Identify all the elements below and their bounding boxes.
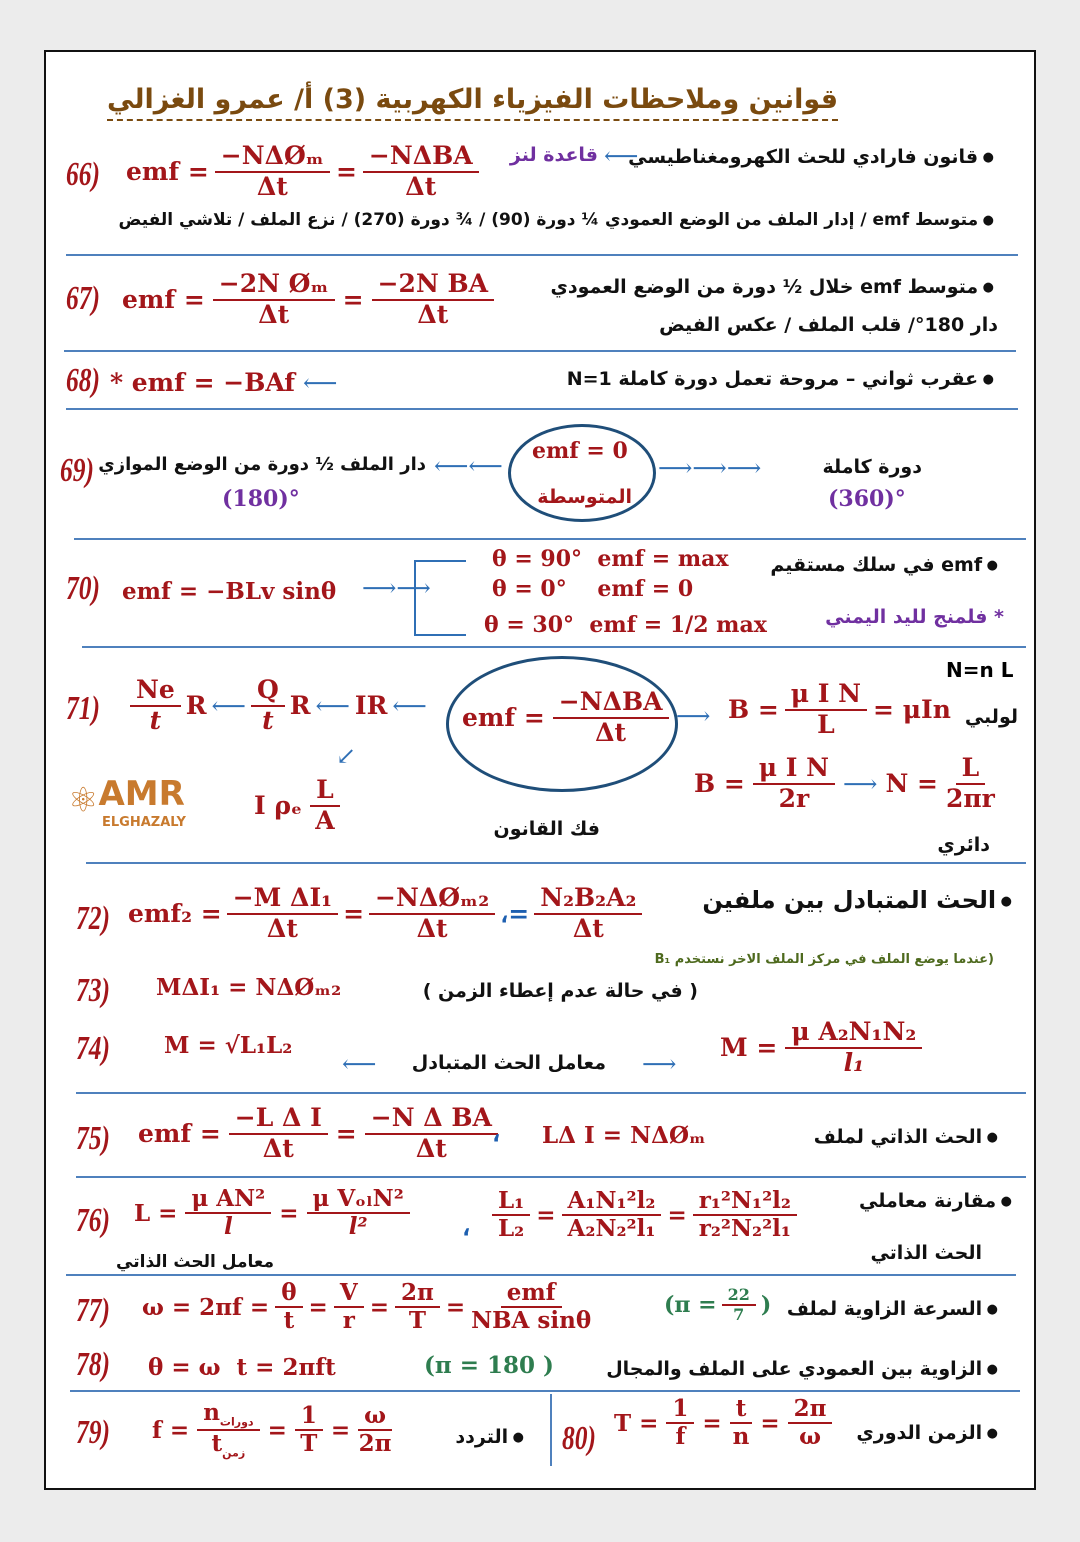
arrow-down-left-icon: ↙ (336, 742, 357, 770)
formula-75: emf = $\frac{\text{−L Δ I}}{\Delta t}$ = $\frac{\text{−N Δ BA}}{\Delta t}$ (138, 1104, 498, 1164)
divider (66, 254, 1018, 256)
arrow-left-icon: ⟵ (303, 368, 338, 397)
fraction: $\frac{\text{−2N BA}}{\Delta t}$ (372, 270, 494, 330)
formula-70: emf = −BLv sinθ (122, 578, 337, 605)
mutual-induction-heading: ● الحث المتبادل بين ملفين (702, 886, 1012, 914)
straight-wire-text: ● emf في سلك مستقيم (770, 554, 998, 576)
divider (64, 350, 1016, 352)
formula-77: ω = 2πf = $\frac{\theta}{t}$ = $\frac{V}{r}$ = $\frac{2\pi}{T}$ = emf NBA sinθ (142, 1279, 592, 1335)
formula-66 (126, 142, 479, 202)
self-coefficient-label: معامل الحث الذاتي (116, 1252, 274, 1272)
formula-68: * emf = −BAf ⟵ (110, 368, 338, 397)
divider (74, 538, 1026, 540)
law-number-74: 74) (76, 1030, 110, 1067)
compare-text-1: ● مقارنة معاملي (859, 1190, 1012, 1212)
law-decomposition-caption: فك القانون (493, 818, 600, 840)
solenoid-formula: B = $\frac{\text{μ I N}}{L}$ = μIn (728, 679, 951, 739)
fraction: −NΔØₘ Δt (215, 142, 330, 202)
formula-80: T = $\frac{1}{f}$ = $\frac{t}{n}$ = $\frac{2\pi}{\omega}$ (614, 1396, 832, 1451)
inductance-ratio: $\frac{\text{L₁}}{\text{L₂}}$ = $\frac{\text{A₁N₁²l₂}}{\text{A₂N₂²l₁}}$ = $\frac{\text{r₁²N₁²l₂}}{\text{r₂²N₂²l₁}}$ (492, 1188, 797, 1243)
law-number-69: 69) (60, 452, 94, 489)
half-turn-parallel-text: دار الملف ½ دورة من الوضع الموازي (98, 454, 426, 475)
comma: ، (492, 1118, 501, 1148)
law-number-72: 72) (76, 900, 110, 937)
self-induction-text: ● الحث الذاتي لملف (814, 1126, 998, 1148)
law-number-80: 80) (562, 1420, 596, 1457)
branch-0: θ = 0° emf = 0 (492, 576, 694, 602)
divider (82, 646, 1026, 648)
circular-coil-formula: B = $\frac{\text{μ I N}}{2r}$ ⟶ N = $\frac{L}{2\pi r}$ (694, 753, 995, 813)
law-number-73: 73) (76, 972, 110, 1009)
law-number-70: 70) (66, 570, 100, 607)
circular-label: دائري (937, 834, 990, 856)
formula-74: M = √L₁L₂ (164, 1032, 293, 1059)
law-number-71: 71) (66, 690, 100, 727)
arrow-right-icon: ⟶⟶⟶ (658, 454, 762, 482)
arrow-left-icon: ⟵ (342, 1050, 377, 1078)
document-page (44, 50, 1036, 1490)
resistivity-expression: I ρₑ L A (254, 776, 340, 836)
comma: ، (462, 1212, 471, 1242)
branch-90: θ = 90° emf = max (492, 546, 729, 572)
divider (70, 1390, 1020, 1392)
arrow-right-icon: ⟶ (676, 702, 711, 730)
formula-76: L = $\frac{\text{μ AN²}}{l}$ = μ VₒₗN² l² (134, 1186, 410, 1241)
lenz-rule-label: قاعدة لنز (509, 144, 598, 166)
divider (66, 408, 1018, 410)
law-number-77: 77) (76, 1292, 110, 1329)
fraction: $\frac{\text{−2N Øₘ}}{\Delta t}$ (213, 270, 335, 330)
formula-67: emf = $\frac{\text{−2N Øₘ}}{\Delta t}$ = $\frac{\text{−2N BA}}{\Delta t}$ (122, 270, 494, 330)
angular-speed-text: ● السرعة الزاوية لملف (787, 1298, 998, 1320)
branch-30: θ = 30° emf = 1/2 max (484, 612, 767, 638)
average-emf-note: ● متوسط emf / إدار الملف من الوضع العمودي ¼ دورة (90) / ¾ دورة (270) / نزع الملف / تلاشي الفيض (119, 210, 994, 230)
law-number-76: 76) (76, 1202, 110, 1239)
arrow-left-icon: ⟵ (604, 142, 639, 170)
law-number-68: 68) (66, 362, 100, 399)
full-turn-text: دورة كاملة (822, 456, 922, 478)
formula-79: f = $n_{دورات}$ $t_{زمن}$ = $\frac{1}{T}$ = $\frac{\omega}{2\pi}$ (152, 1399, 392, 1460)
formula-73: MΔI₁ = NΔØₘ₂ (156, 974, 342, 1001)
pi-value: (π = $\frac{22}{7}$ ) (664, 1285, 772, 1325)
center-coil-note: (عندما يوضع الملف في مركز الملف الاخر نستخدم B₁ (654, 952, 994, 967)
divider (76, 1176, 1026, 1178)
fraction: −NΔBA Δt (363, 142, 479, 202)
atom-icon: ⚛ (68, 780, 99, 821)
emf-law-formula: emf = −NΔBA Δt (462, 688, 669, 748)
period-label: ● الزمن الدوري (856, 1422, 998, 1444)
law-number-66: 66) (66, 156, 100, 193)
n-equals-nl: N=n L (946, 658, 1014, 682)
self-induction-relation: LΔ I = NΔØₘ (542, 1122, 706, 1149)
solenoid-label: لولبي (964, 706, 1018, 728)
formula-lhs: emf = (126, 157, 209, 187)
frequency-label: ● التردد (455, 1426, 524, 1448)
compare-text-2: الحث الذاتي (870, 1242, 982, 1264)
faraday-law-text: ● قانون فارادي للحث الكهرومغناطيسي (628, 146, 994, 168)
divider (86, 862, 1026, 864)
equals: = (335, 157, 357, 187)
degree-180: (180)° (222, 486, 300, 512)
divider (66, 1274, 1016, 1276)
emf-zero: emf = 0 (532, 438, 628, 464)
arrow-right-icon: ⟶⟶ (362, 574, 431, 602)
formula-72: emf₂ = $\frac{\text{−M ΔI₁}}{\Delta t}$ = −NΔØₘ₂ Δt ،= $\frac{\text{N₂B₂A₂}}{\Delta t}$ (128, 884, 642, 944)
divider (76, 1092, 1026, 1094)
mutual-coefficient-formula: M = $\frac{\text{μ A₂N₁N₂}}{\text{l₁}}$ (720, 1018, 922, 1078)
law-number-79: 79) (76, 1414, 110, 1451)
vertical-divider (550, 1394, 552, 1466)
formula-78: θ = ω t = 2πft (148, 1354, 336, 1381)
charge-expression: Ne t R ⟵ Q t R ⟵ IR ⟵ (130, 676, 427, 736)
second-hand-fan-text: ● عقرب ثواني – مروحة تعمل دورة كاملة N=1 (567, 368, 994, 390)
arrow-right-icon: ⟶ (642, 1050, 677, 1078)
right-hand-rule-text: * فلمنج لليد اليمني (825, 606, 1004, 628)
law-number-67: 67) (66, 280, 100, 317)
law-number-78: 78) (76, 1346, 110, 1383)
amr-logo: ⚛AMR ELGHAZALY (68, 774, 186, 830)
flip-coil-text: دار 180°/ قلب الملف / عكس الفيض (659, 314, 998, 336)
arrow-left-icon: ⟵⟵ (434, 452, 503, 480)
no-time-given-text: ( في حالة عدم إعطاء الزمن ) (422, 980, 698, 1002)
angle-text: ● الزاوية بين العمودي على الملف والمجال (606, 1358, 998, 1380)
mutual-coefficient-text: معامل الحث المتبادل (411, 1052, 606, 1074)
average-label: المتوسطة (537, 486, 632, 508)
law-number-75: 75) (76, 1120, 110, 1157)
page-title: قوانين وملاحظات الفيزياء الكهربية (3) أ/ عمرو الغزالي (107, 84, 838, 121)
degree-360: (360)° (828, 486, 906, 512)
half-turn-text: ● متوسط emf خلال ½ دورة من الوضع العمودي (550, 276, 994, 298)
pi-180: (π = 180 ) (424, 1352, 554, 1379)
